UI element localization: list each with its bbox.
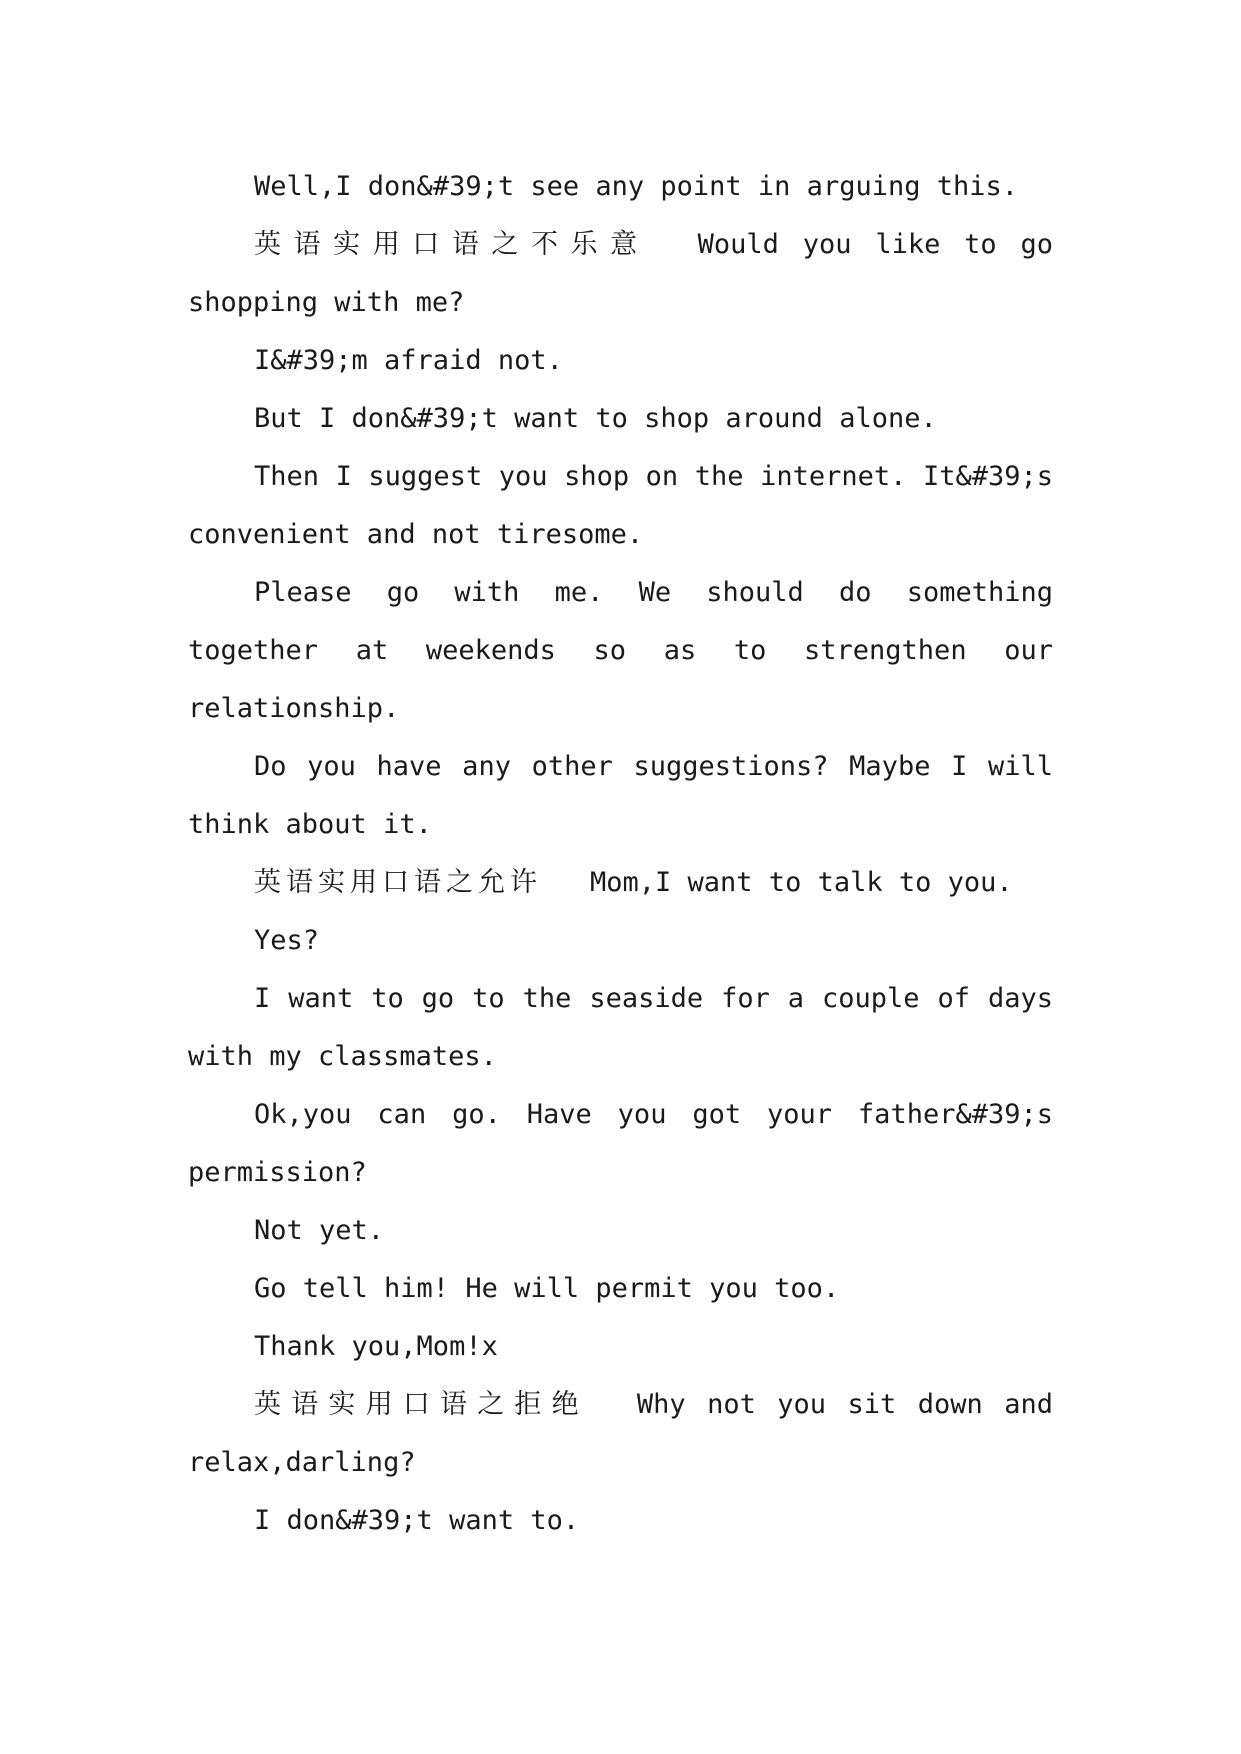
paragraph bbox=[188, 448, 1053, 564]
paragraph-text: I don&#39;t want to. bbox=[254, 1505, 580, 1536]
section-heading: 英语实用口语之允许 bbox=[254, 867, 542, 898]
paragraph-text: Then I suggest you shop on the internet. It&#39;s convenient and not tiresome. bbox=[188, 461, 1053, 550]
paragraph bbox=[188, 854, 1053, 912]
paragraph bbox=[188, 332, 1053, 390]
paragraph-text: Do you have any other suggestions? Maybe I will think about it. bbox=[188, 751, 1053, 840]
paragraph bbox=[188, 564, 1053, 738]
paragraph bbox=[188, 738, 1053, 854]
paragraph-text: Mom,I want to talk to you. bbox=[590, 867, 1013, 898]
paragraph-text: I&#39;m afraid not. bbox=[254, 345, 563, 376]
paragraph bbox=[188, 1086, 1053, 1202]
paragraph bbox=[188, 216, 1053, 332]
paragraph bbox=[188, 912, 1053, 970]
paragraph bbox=[188, 1492, 1053, 1550]
paragraph-text: Thank you,Mom!x bbox=[254, 1331, 498, 1362]
paragraph-text: Would you like to go shopping with me? bbox=[188, 229, 1054, 318]
paragraph-text: Yes? bbox=[254, 925, 320, 956]
paragraph bbox=[188, 1376, 1053, 1492]
paragraph-text: Ok,you can go. Have you got your father&#39;s permission? bbox=[188, 1099, 1053, 1188]
paragraph-text: Please go with me. We should do something together at weekends so as to strengthen our relationship. bbox=[188, 577, 1053, 724]
paragraph-text: I want to go to the seaside for a couple of days with my classmates. bbox=[188, 983, 1053, 1072]
paragraph-text: Well,I don&#39;t see any point in arguing this. bbox=[254, 171, 1019, 202]
paragraph bbox=[188, 390, 1053, 448]
paragraph-text: Go tell him! He will permit you too. bbox=[254, 1273, 840, 1304]
paragraph bbox=[188, 1202, 1053, 1260]
section-heading: 英语实用口语之不乐意 bbox=[254, 229, 650, 260]
paragraph bbox=[188, 158, 1053, 216]
document-body bbox=[188, 158, 1053, 1550]
paragraph bbox=[188, 1318, 1053, 1376]
paragraph bbox=[188, 1260, 1053, 1318]
paragraph-text: Why not you sit down and relax,darling? bbox=[188, 1389, 1053, 1478]
paragraph-text: Not yet. bbox=[254, 1215, 385, 1246]
paragraph-text: But I don&#39;t want to shop around alone. bbox=[254, 403, 937, 434]
section-heading: 英语实用口语之拒绝 bbox=[254, 1389, 589, 1420]
paragraph bbox=[188, 970, 1053, 1086]
